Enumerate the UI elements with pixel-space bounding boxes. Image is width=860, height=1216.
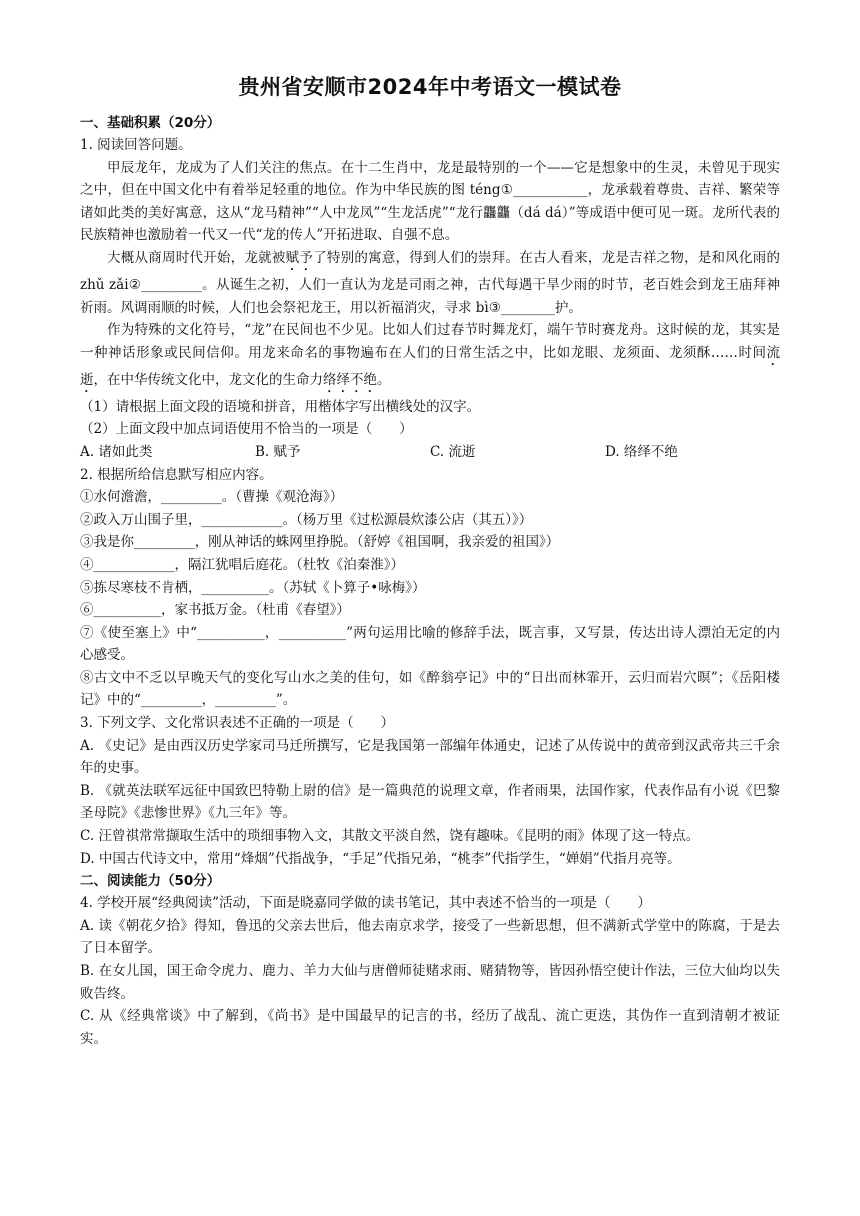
section-heading-basics: 一、基础积累（20分） — [80, 115, 221, 131]
q1-options — [80, 441, 780, 464]
passage-text: 大概从商周时代开始，龙就被 — [107, 249, 286, 266]
q1-option-c: C. 流逝 — [430, 443, 476, 460]
dotted-word-fuyu: 赋予 — [285, 249, 314, 266]
q3-option-c: C. 汪曾祺常常撷取生活中的琐细事物入文，其散文平淡自然，饶有趣味。《昆明的雨》体现了这一特点。 — [80, 828, 700, 845]
q1-passage-paragraph-3 — [80, 319, 780, 396]
q2-line: ⑥__________，家书抵万金。（杜甫《春望》） — [80, 602, 350, 619]
q3-stem: 3. 下列文学、文化常识表述不正确的一项是（ ） — [80, 715, 395, 732]
passage-text: 。 — [377, 371, 391, 388]
q4-stem: 4. 学校开展“经典阅读”活动，下面是晓嘉同学做的读书笔记，其中表述不恰当的一项是（ ） — [80, 895, 651, 912]
q2-line: ⑤拣尽寒枝不肯栖，__________。（苏轼《卜算子•咏梅》） — [80, 579, 426, 596]
q2-line: ②政入万山围子里，____________。（杨万里《过松源晨炊漆公店（其五）》） — [80, 511, 533, 528]
q4-option-b: B. 在女儿国，国王命令虎力、鹿力、羊力大仙与唐僧师徒赌求雨、赌猜物等，皆因孙悟空使计作法，三位大仙均以失败告终。 — [80, 963, 780, 1002]
q3-option-a: A. 《史记》是由西汉历史学家司马迁所撰写，它是我国第一部编年体通史，记述了从传说中的黄帝到汉武帝共三千余年的史事。 — [80, 737, 780, 777]
exam-title: 贵州省安顺市2024年中考语文一模试卷 — [238, 75, 622, 99]
q3-option-d: D. 中国古代诗文中，常用“烽烟”代指战争，“手足”代指兄弟，“桃李”代指学生，“婵娟”代指月亮等。 — [80, 850, 681, 867]
passage-text: ，在中华传统文化中，龙文化的生命力 — [93, 371, 323, 388]
q1-passage-paragraph-1: 甲辰龙年，龙成为了人们关注的焦点。在十二生肖中，龙是最特别的一个——它是想象中的生灵，未曾见于现实之中，但在中国文化中有着举足轻重的地位。作为中华民族的图 téng①___________，龙承载着尊贵、吉祥、繁荣等诸如此类的美好寓意，这从“龙马精神”“人中龙凤”“生龙活虎”“龙行龘龘（dá dá）”等成语中便可见一斑。龙所代表的民族精神也激励着一代又一代“龙的传人”开拓进取、自强不息。 — [80, 159, 780, 244]
q2-line: ③我是你_________，刚从神话的蛛网里挣脱。（舒婷《祖国啊，我亲爱的祖国》） — [80, 534, 560, 551]
q1-subquestion-2: （2）上面文段中加点词语使用不恰当的一项是（ ） — [80, 421, 413, 438]
passage-text: 了特别的寓意，得到人们的崇拜。在古人看来，龙是吉祥之物，是和风化雨的 zhǔ zǎi②_________。从诞生之初，人们一直认为龙是司雨之神，古代每遇干旱少雨的时节，老百姓会到龙王庙拜神祈雨。风调雨顺的时候，人们也会祭祀龙王，用以祈福消灾，寻求 bì③________护。 — [80, 249, 781, 316]
q4-option-a: A. 读《朝花夕拾》得知，鲁迅的父亲去世后，他去南京求学，接受了一些新思想，但不满新式学堂中的陈腐，于是去了日本留学。 — [80, 917, 780, 957]
q2-line: ①水何澹澹，_________。（曹操《观沧海》） — [80, 489, 344, 506]
q1-option-a: A. 诸如此类 — [80, 443, 153, 460]
section-heading-reading: 二、阅读能力（50分） — [80, 873, 221, 890]
dotted-word-liushi: 流逝 — [80, 344, 780, 388]
q1-subquestion-1: （1）请根据上面文段的语境和拼音，用楷体字写出横线处的汉字。 — [80, 398, 481, 415]
q1-option-b: B. 赋予 — [255, 443, 301, 460]
q1-passage-paragraph-2 — [80, 247, 780, 319]
passage-text: 作为特殊的文化符号，“龙”在民间也不少见。比如人们过春节时舞龙灯，端午节时赛龙舟。这时候的龙，其实是一种神话形象或民间信仰。用龙来命名的事物遍布在人们的日常生活之中，比如龙眼、龙须面、龙须酥……时间 — [80, 322, 780, 361]
q2-line: ⑧古文中不乏以早晚天气的变化写山水之美的佳句，如《醉翁亭记》中的“日出而林霏开，云归而岩穴暝”；《岳阳楼记》中的“_________，_________”。 — [80, 669, 780, 709]
dotted-word-luoyi: 络绎不绝 — [323, 371, 377, 388]
q1-option-d: D. 络绎不绝 — [605, 443, 678, 460]
q2-line: ④____________，隔江犹唱后庭花。（杜牧《泊秦淮》） — [80, 556, 404, 573]
q4-option-c: C. 从《经典常谈》中了解到，《尚书》是中国最早的记言的书，经历了战乱、流亡更迭，其伪作一直到清朝才被证实。 — [80, 1008, 780, 1047]
q2-stem: 2. 根据所给信息默写相应内容。 — [80, 466, 273, 483]
q1-stem: 1. 阅读回答问题。 — [80, 137, 192, 153]
q3-option-b: B. 《就英法联军远征中国致巴特勒上尉的信》是一篇典范的说理文章，作者雨果，法国作家，代表作品有小说《巴黎圣母院》《悲惨世界》《九三年》等。 — [80, 782, 780, 822]
q2-line: ⑦《使至塞上》中“__________，__________”两句运用比喻的修辞手法，既言事，又写景，传达出诗人漂泊无定的内心感受。 — [80, 624, 780, 664]
exam-page — [80, 72, 780, 1050]
